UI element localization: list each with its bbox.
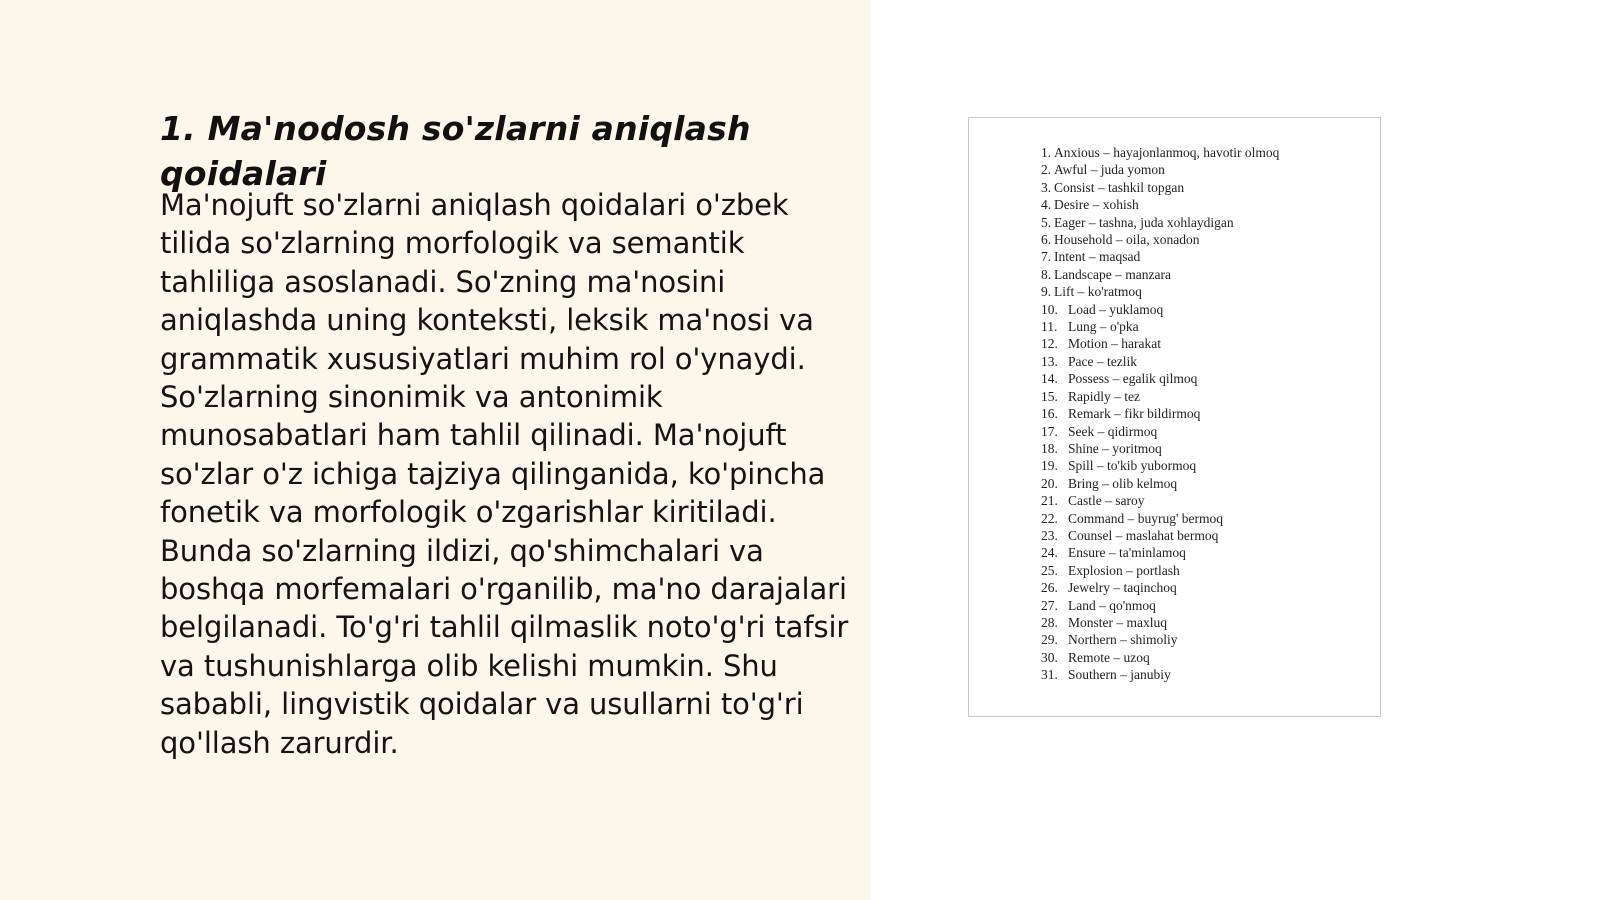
vocabulary-item-number: 3. xyxy=(1041,179,1052,195)
vocabulary-item xyxy=(1041,335,1279,352)
vocabulary-item-text: Desire – xohish xyxy=(1054,197,1139,213)
vocabulary-item-text: Household – oila, xonadon xyxy=(1054,232,1200,248)
vocabulary-item-text: Shine – yoritmoq xyxy=(1068,440,1162,456)
vocabulary-item xyxy=(1041,179,1279,196)
vocabulary-item xyxy=(1041,579,1279,596)
vocabulary-item xyxy=(1041,527,1279,544)
vocabulary-item xyxy=(1041,457,1279,474)
vocabulary-item-number: 11. xyxy=(1041,319,1058,335)
vocabulary-item-number: 22. xyxy=(1041,510,1058,526)
vocabulary-item-text: Lung – o'pka xyxy=(1068,319,1139,335)
vocabulary-item-number: 31. xyxy=(1041,667,1058,683)
vocabulary-item-number: 16. xyxy=(1041,406,1058,422)
vocabulary-item xyxy=(1041,214,1279,231)
vocabulary-item-text: Explosion – portlash xyxy=(1068,562,1180,578)
vocabulary-item-text: Awful – juda yomon xyxy=(1054,162,1165,178)
vocabulary-item xyxy=(1041,492,1279,509)
slide-title: 1. Ma'nodosh so'zlarni aniqlash qoidalari xyxy=(160,109,751,193)
vocabulary-item-number: 28. xyxy=(1041,614,1058,630)
vocabulary-item-number: 19. xyxy=(1041,458,1058,474)
vocabulary-item-number: 1. xyxy=(1041,145,1052,160)
vocabulary-item-text: Bring – olib kelmoq xyxy=(1068,475,1178,491)
vocabulary-item-text: Spill – to'kib yubormoq xyxy=(1068,458,1197,474)
vocabulary-item-number: 14. xyxy=(1041,371,1058,387)
vocabulary-item-text: Seek – qidirmoq xyxy=(1068,423,1158,439)
vocabulary-item-text: Eager – tashna, juda xohlaydigan xyxy=(1054,214,1234,230)
vocabulary-item-text: Command – buyrug' bermoq xyxy=(1068,510,1224,526)
vocabulary-item xyxy=(1041,562,1279,579)
vocabulary-item-text: Ensure – ta'minlamoq xyxy=(1068,545,1186,561)
vocabulary-item-number: 4. xyxy=(1041,197,1052,213)
vocabulary-item xyxy=(1041,510,1279,527)
vocabulary-item xyxy=(1041,631,1279,648)
vocabulary-item-number: 27. xyxy=(1041,597,1058,613)
vocabulary-item xyxy=(1041,614,1279,631)
vocabulary-item-number: 6. xyxy=(1041,232,1052,248)
vocabulary-item-text: Castle – saroy xyxy=(1068,493,1145,509)
vocabulary-item xyxy=(1041,231,1279,248)
vocabulary-item-number: 13. xyxy=(1041,353,1058,369)
vocabulary-item-text: Possess – egalik qilmoq xyxy=(1068,371,1198,387)
vocabulary-item xyxy=(1041,266,1279,283)
vocabulary-item-number: 5. xyxy=(1041,214,1052,230)
vocabulary-item-text: Monster – maxluq xyxy=(1068,614,1167,630)
vocabulary-item-number: 30. xyxy=(1041,649,1058,665)
vocabulary-item xyxy=(1041,423,1279,440)
vocabulary-item-number: 26. xyxy=(1041,580,1058,596)
vocabulary-item-text: Consist – tashkil topgan xyxy=(1054,179,1185,195)
vocabulary-item xyxy=(1041,544,1279,561)
vocabulary-item xyxy=(1041,196,1279,213)
vocabulary-item xyxy=(1041,666,1279,683)
vocabulary-item-number: 17. xyxy=(1041,423,1058,439)
vocabulary-item xyxy=(1041,649,1279,666)
vocabulary-item xyxy=(1041,440,1279,457)
vocabulary-item-text: Jewelry – taqinchoq xyxy=(1068,580,1177,596)
vocabulary-item xyxy=(1041,388,1279,405)
vocabulary-item-text: Lift – ko'ratmoq xyxy=(1054,284,1142,300)
vocabulary-item-text: Landscape – manzara xyxy=(1054,266,1171,282)
vocabulary-item-text: Intent – maqsad xyxy=(1054,249,1141,265)
vocabulary-item-number: 2. xyxy=(1041,162,1052,178)
vocabulary-item-text: Load – yuklamoq xyxy=(1068,301,1164,317)
vocabulary-item-number: 23. xyxy=(1041,527,1058,543)
vocabulary-item-text: Northern – shimoliy xyxy=(1068,632,1178,648)
vocabulary-item-text: Southern – janubiy xyxy=(1068,667,1171,683)
vocabulary-item xyxy=(1041,301,1279,318)
vocabulary-item-text: Motion – harakat xyxy=(1068,336,1161,352)
vocabulary-item-text: Rapidly – tez xyxy=(1068,388,1140,404)
vocabulary-item xyxy=(1041,353,1279,370)
vocabulary-item-number: 12. xyxy=(1041,336,1058,352)
vocabulary-item xyxy=(1041,370,1279,387)
vocabulary-item xyxy=(1041,161,1279,178)
vocabulary-item-number: 24. xyxy=(1041,545,1058,561)
vocabulary-item xyxy=(1041,248,1279,265)
vocabulary-item-number: 21. xyxy=(1041,493,1058,509)
vocabulary-item-number: 18. xyxy=(1041,440,1058,456)
vocabulary-item-number: 8. xyxy=(1041,266,1052,282)
vocabulary-item-text: Anxious – hayajonlanmoq, havotir olmoq xyxy=(1054,145,1280,160)
vocabulary-item-number: 29. xyxy=(1041,632,1058,648)
vocabulary-item-text: Pace – tezlik xyxy=(1068,353,1137,369)
vocabulary-item xyxy=(1041,405,1279,422)
vocabulary-item xyxy=(1041,283,1279,300)
vocabulary-item-text: Remark – fikr bildirmoq xyxy=(1068,406,1201,422)
vocabulary-item-number: 20. xyxy=(1041,475,1058,491)
body-paragraph: Ma'nojuft so'zlarni aniqlash qoidalari o'zbek tilida so'zlarning morfologik va semantik tahliliga asoslanadi. So'zning ma'nosini aniqlashda uning konteksti, leksik ma'nosi va grammatik xususiyatlari muhim rol o'ynaydi. So'zlarning sinonimik va antonimik munosabatlari ham tahlil qilinadi. Ma'nojuft so'zlar o'z ichiga tajziya qilinganida, ko'pincha fonetik va morfologik o'zgarishlar kiritiladi. Bunda so'zlarning ildizi, qo'shimchalari va boshqa morfemalari o'rganilib, ma'no darajalari belgilanadi. To'g'ri tahlil qilmaslik noto'g'ri tafsir va tushunishlarga olib kelishi mumkin. Shu sababli, lingvistik qoidalar va usullarni to'g'ri qo'llash zarurdir. xyxy=(160,188,849,760)
vocabulary-item-number: 9. xyxy=(1041,284,1052,300)
vocabulary-document-image xyxy=(968,117,1381,717)
vocabulary-list xyxy=(1041,144,1279,684)
vocabulary-item-number: 10. xyxy=(1041,301,1058,317)
vocabulary-item xyxy=(1041,318,1279,335)
vocabulary-item-number: 25. xyxy=(1041,562,1058,578)
vocabulary-item-text: Counsel – maslahat bermoq xyxy=(1068,527,1219,543)
vocabulary-item xyxy=(1041,144,1279,161)
vocabulary-item-text: Land – qo'nmoq xyxy=(1068,597,1156,613)
vocabulary-item-number: 7. xyxy=(1041,249,1052,265)
vocabulary-item-number: 15. xyxy=(1041,388,1058,404)
vocabulary-item-text: Remote – uzoq xyxy=(1068,649,1150,665)
vocabulary-item xyxy=(1041,597,1279,614)
vocabulary-item xyxy=(1041,475,1279,492)
